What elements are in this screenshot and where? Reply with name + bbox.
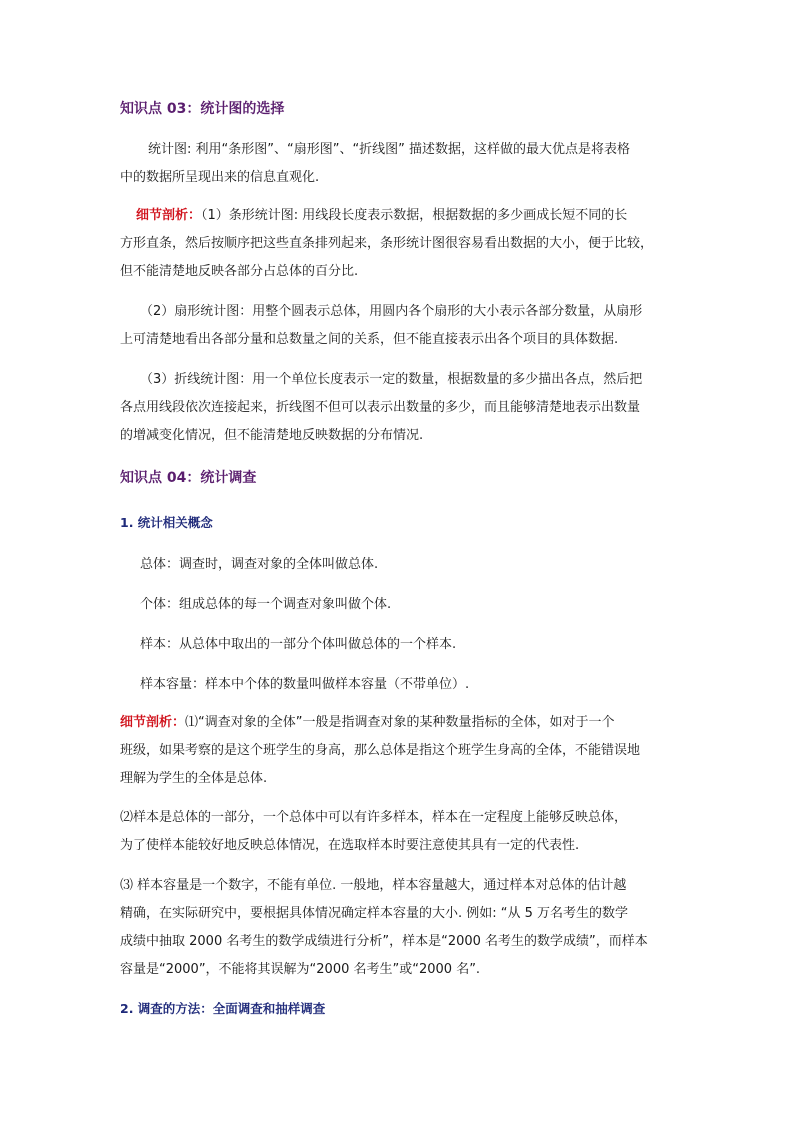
section-heading-04: 知识点 04：统计调查	[120, 470, 257, 486]
pie-chart-paragraph	[120, 298, 680, 354]
text-line: （2）扇形统计图：用整个圆表示总体，用圆内各个扇形的大小表示各部分数量，从扇形	[140, 304, 643, 319]
definition-individual: 个体：组成总体的每一个调查对象叫做个体.	[140, 597, 392, 612]
text-line-body: ⑴“调查对象的全体”一般是指调查对象的某种数量指标的全体，如对于一个	[185, 715, 615, 730]
note-1-paragraph	[120, 709, 680, 793]
note-2-paragraph	[120, 804, 680, 860]
text-line: 为了使样本能较好地反映总体情况，在选取样本时要注意使其具有一定的代表性.	[120, 838, 580, 853]
detail-label: 细节剖析：	[120, 715, 186, 730]
note-3-paragraph	[120, 872, 680, 984]
text-line: （3）折线统计图：用一个单位长度表示一定的数量，根据数量的多少描出各点，然后把	[140, 372, 643, 387]
text-line: 各点用线段依次连接起来，折线图不但可以表示出数量的多少，而且能够清楚地表示出数量	[120, 400, 641, 415]
detail-label: 细节剖析：	[136, 208, 202, 223]
line-chart-paragraph	[120, 366, 680, 450]
text-line	[120, 202, 680, 230]
text-line: ⑵样本是总体的一部分，一个总体中可以有许多样本，样本在一定程度上能够反映总体，	[120, 810, 628, 825]
bar-chart-paragraph	[120, 202, 680, 286]
text-line: 的增减变化情况，但不能清楚地反映数据的分布情况.	[120, 428, 424, 443]
text-line	[120, 709, 680, 737]
text-line: 理解为学生的全体是总体.	[120, 771, 268, 786]
text-line: 中的数据所呈现出来的信息直观化.	[120, 170, 320, 185]
text-line: 统计图: 利用“条形图”、“扇形图”、“折线图” 描述数据，这样做的最大优点是将表格	[148, 142, 631, 157]
text-line: 但不能清楚地反映各部分占总体的百分比.	[120, 264, 359, 279]
definition-population: 总体：调查时，调查对象的全体叫做总体.	[140, 557, 379, 572]
text-line: ⑶ 样本容量是一个数字，不能有单位. 一般地，样本容量越大，通过样本对总体的估计越	[120, 878, 627, 893]
section-heading-03: 知识点 03：统计图的选择	[120, 101, 285, 117]
definition-sample-size: 样本容量：样本中个体的数量叫做样本容量（不带单位）.	[140, 677, 470, 692]
subheading-survey-methods: 2. 调查的方法：全面调查和抽样调查	[120, 1001, 326, 1016]
text-line: 上可清楚地看出各部分量和总数量之间的关系，但不能直接表示出各个项目的具体数据.	[120, 332, 619, 347]
text-line: 容量是“2000”，不能将其误解为“2000 名考生”或“2000 名”.	[120, 962, 481, 977]
text-line: 班级，如果考察的是这个班学生的身高，那么总体是指这个班学生身高的全体，不能错误地	[120, 743, 641, 758]
text-line: 成绩中抽取 2000 名考生的数学成绩进行分析”，样本是“2000 名考生的数学成绩”，而样本	[120, 934, 648, 949]
subheading-concepts: 1. 统计相关概念	[120, 515, 213, 530]
intro-paragraph	[120, 136, 680, 192]
text-line: 精确，在实际研究中，要根据具体情况确定样本容量的大小. 例如: “从 5 万名考生的数学	[120, 906, 629, 921]
text-line-body: （1）条形统计图: 用线段长度表示数据，根据数据的多少画成长短不同的长	[201, 208, 628, 223]
text-line: 方形直条，然后按顺序把这些直条排列起来，条形统计图很容易看出数据的大小，便于比较，	[120, 236, 654, 251]
definition-sample: 样本：从总体中取出的一部分个体叫做总体的一个样本.	[140, 637, 457, 652]
